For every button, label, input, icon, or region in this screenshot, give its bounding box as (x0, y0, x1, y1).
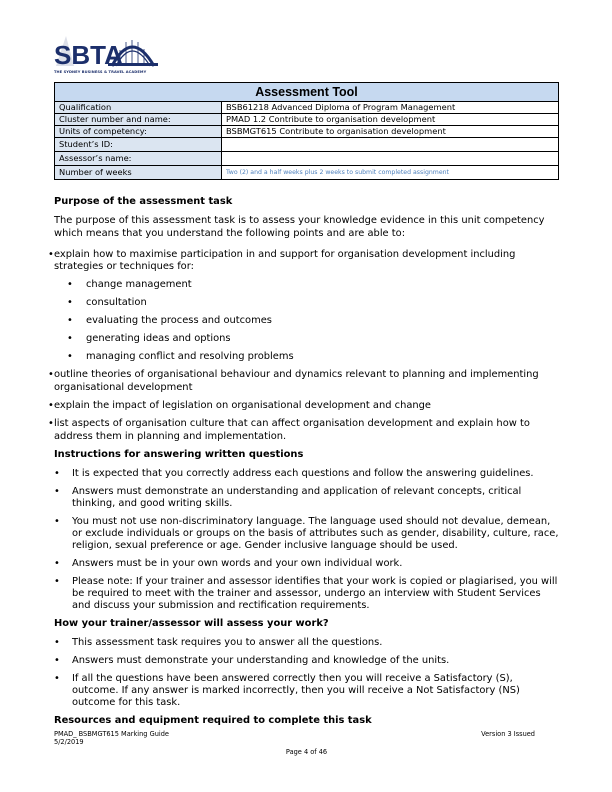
list-item (54, 516, 559, 553)
footer-left (54, 730, 169, 746)
weeks-label: Number of weeks (55, 166, 222, 180)
list-item (49, 400, 559, 412)
list-item (54, 486, 559, 511)
student-id-field[interactable] (222, 138, 559, 152)
weeks-value: Two (2) and a half weeks plus 2 weeks to submit completed assignment (222, 166, 559, 180)
assess-text: This assessment task requires you to answer all the questions. (72, 637, 383, 649)
sub-bullet: evaluating the process and outcomes (86, 315, 272, 327)
bullet-icon: • (67, 333, 73, 345)
bullet-icon: • (48, 418, 54, 430)
purpose-bullet: list aspects of organisation culture that can affect organisation development and explain how to address them in planning and implementation. (54, 418, 530, 442)
assess-text: If all the questions have been answered correctly then you will receive a Satisfactory (S), outcome. If any answer is marked incorrectly, then you will receive a Not Satisfactory (NS) outcome for this task. (72, 672, 520, 709)
table-row (55, 102, 559, 114)
cluster-label: Cluster number and name: (55, 114, 222, 126)
table-row (55, 166, 559, 180)
list-item (54, 673, 559, 710)
bullet-icon: • (67, 351, 73, 363)
bullet-icon: • (48, 369, 54, 381)
list-item (54, 351, 559, 363)
assessor-name-field[interactable] (222, 152, 559, 166)
bullet-icon: • (67, 279, 73, 291)
list-item (49, 249, 559, 274)
instruction-text: You must not use non-discriminatory language. The language used should not devalue, demean, or exclude individuals or groups on the basis of attributes such as gender, disability, culture, race, religion, sexual preference or age. Gender inclusive language should be used. (72, 515, 559, 552)
assessment-tool-table (54, 82, 559, 180)
student-id-label: Student’s ID: (55, 138, 222, 152)
bullet-icon: • (48, 248, 54, 260)
sbta-logo (54, 30, 158, 78)
sbta-logo-graphic (54, 30, 158, 70)
instruction-text: Please note: If your trainer and assessor identifies that your work is copied or plagiarised, you will be required to meet with the trainer and assessor, undergo an interview with Student Services and discuss your submission and rectification requirements. (72, 575, 558, 612)
list-item (54, 637, 559, 649)
footer-date: 5/2/2019 (54, 738, 84, 746)
logo-text: SBTA (54, 40, 123, 70)
bullet-icon: • (67, 297, 73, 309)
list-item (54, 558, 559, 570)
bullet-icon: • (67, 315, 73, 327)
footer-version: Version 3 Issued (481, 730, 535, 738)
qualification-label: Qualification (55, 102, 222, 114)
purpose-bullet: explain how to maximise participation in and support for organisation development including strategies or techniques for: (54, 248, 516, 273)
qualification-value: BSB61218 Advanced Diploma of Program Management (222, 102, 559, 114)
table-row (55, 114, 559, 126)
instruction-text: It is expected that you correctly address each questions and follow the answering guidelines. (72, 468, 534, 480)
bullet-icon: • (54, 485, 60, 497)
list-item (54, 315, 559, 327)
cluster-value: PMAD 1.2 Contribute to organisation development (222, 114, 559, 126)
purpose-intro: The purpose of this assessment task is to assess your knowledge evidence in this unit competency which means that you understand the following points and are able to: (54, 215, 545, 239)
instructions-heading: Instructions for answering written questions (54, 448, 304, 460)
units-label: Units of competency: (55, 126, 222, 138)
instruction-text: Answers must demonstrate an understanding and application of relevant concepts, critical thinking, and good writing skills. (72, 485, 522, 510)
instruction-text: Answers must be in your own words and your own individual work. (72, 558, 403, 570)
bullet-icon: • (54, 637, 60, 649)
list-item (49, 369, 559, 394)
purpose-bullet: outline theories of organisational behaviour and dynamics relevant to planning and implementing organisational development (54, 369, 539, 393)
sub-bullet: generating ideas and options (86, 333, 231, 345)
units-value: BSBMGT615 Contribute to organisation development (222, 126, 559, 138)
list-item (49, 418, 559, 443)
resources-heading: Resources and equipment required to complete this task (54, 715, 372, 727)
list-item (54, 297, 559, 309)
logo-subtitle: THE SYDNEY BUSINESS & TRAVEL ACADEMY (54, 70, 147, 74)
assess-heading: How your trainer/assessor will assess your work? (54, 618, 329, 630)
sub-bullet: managing conflict and resolving problems (86, 351, 294, 363)
table-row (55, 152, 559, 166)
list-item (54, 468, 559, 480)
assess-text: Answers must demonstrate your understanding and knowledge of the units. (72, 655, 450, 667)
bullet-icon: • (48, 400, 54, 411)
list-item (54, 576, 559, 613)
bullet-icon: • (54, 468, 60, 480)
assessor-name-label: Assessor’s name: (55, 152, 222, 166)
sub-bullet: change management (86, 279, 192, 291)
list-item (54, 279, 559, 291)
bullet-icon: • (54, 672, 60, 684)
footer-page-number: Page 4 of 46 (285, 748, 328, 756)
bullet-icon: • (54, 558, 60, 570)
footer-doc-name: PMAD_ BSBMGT615 Marking Guide (54, 730, 169, 738)
list-item (54, 655, 559, 667)
purpose-heading: Purpose of the assessment task (54, 196, 233, 207)
document-body (48, 196, 559, 734)
bullet-icon: • (54, 515, 60, 527)
table-row (55, 138, 559, 152)
list-item (54, 333, 559, 345)
table-row (55, 126, 559, 138)
sub-bullet: consultation (86, 297, 147, 309)
table-title: Assessment Tool (55, 83, 559, 102)
bullet-icon: • (54, 655, 60, 667)
purpose-bullet: explain the impact of legislation on organisational development and change (54, 400, 431, 411)
bullet-icon: • (54, 575, 60, 587)
